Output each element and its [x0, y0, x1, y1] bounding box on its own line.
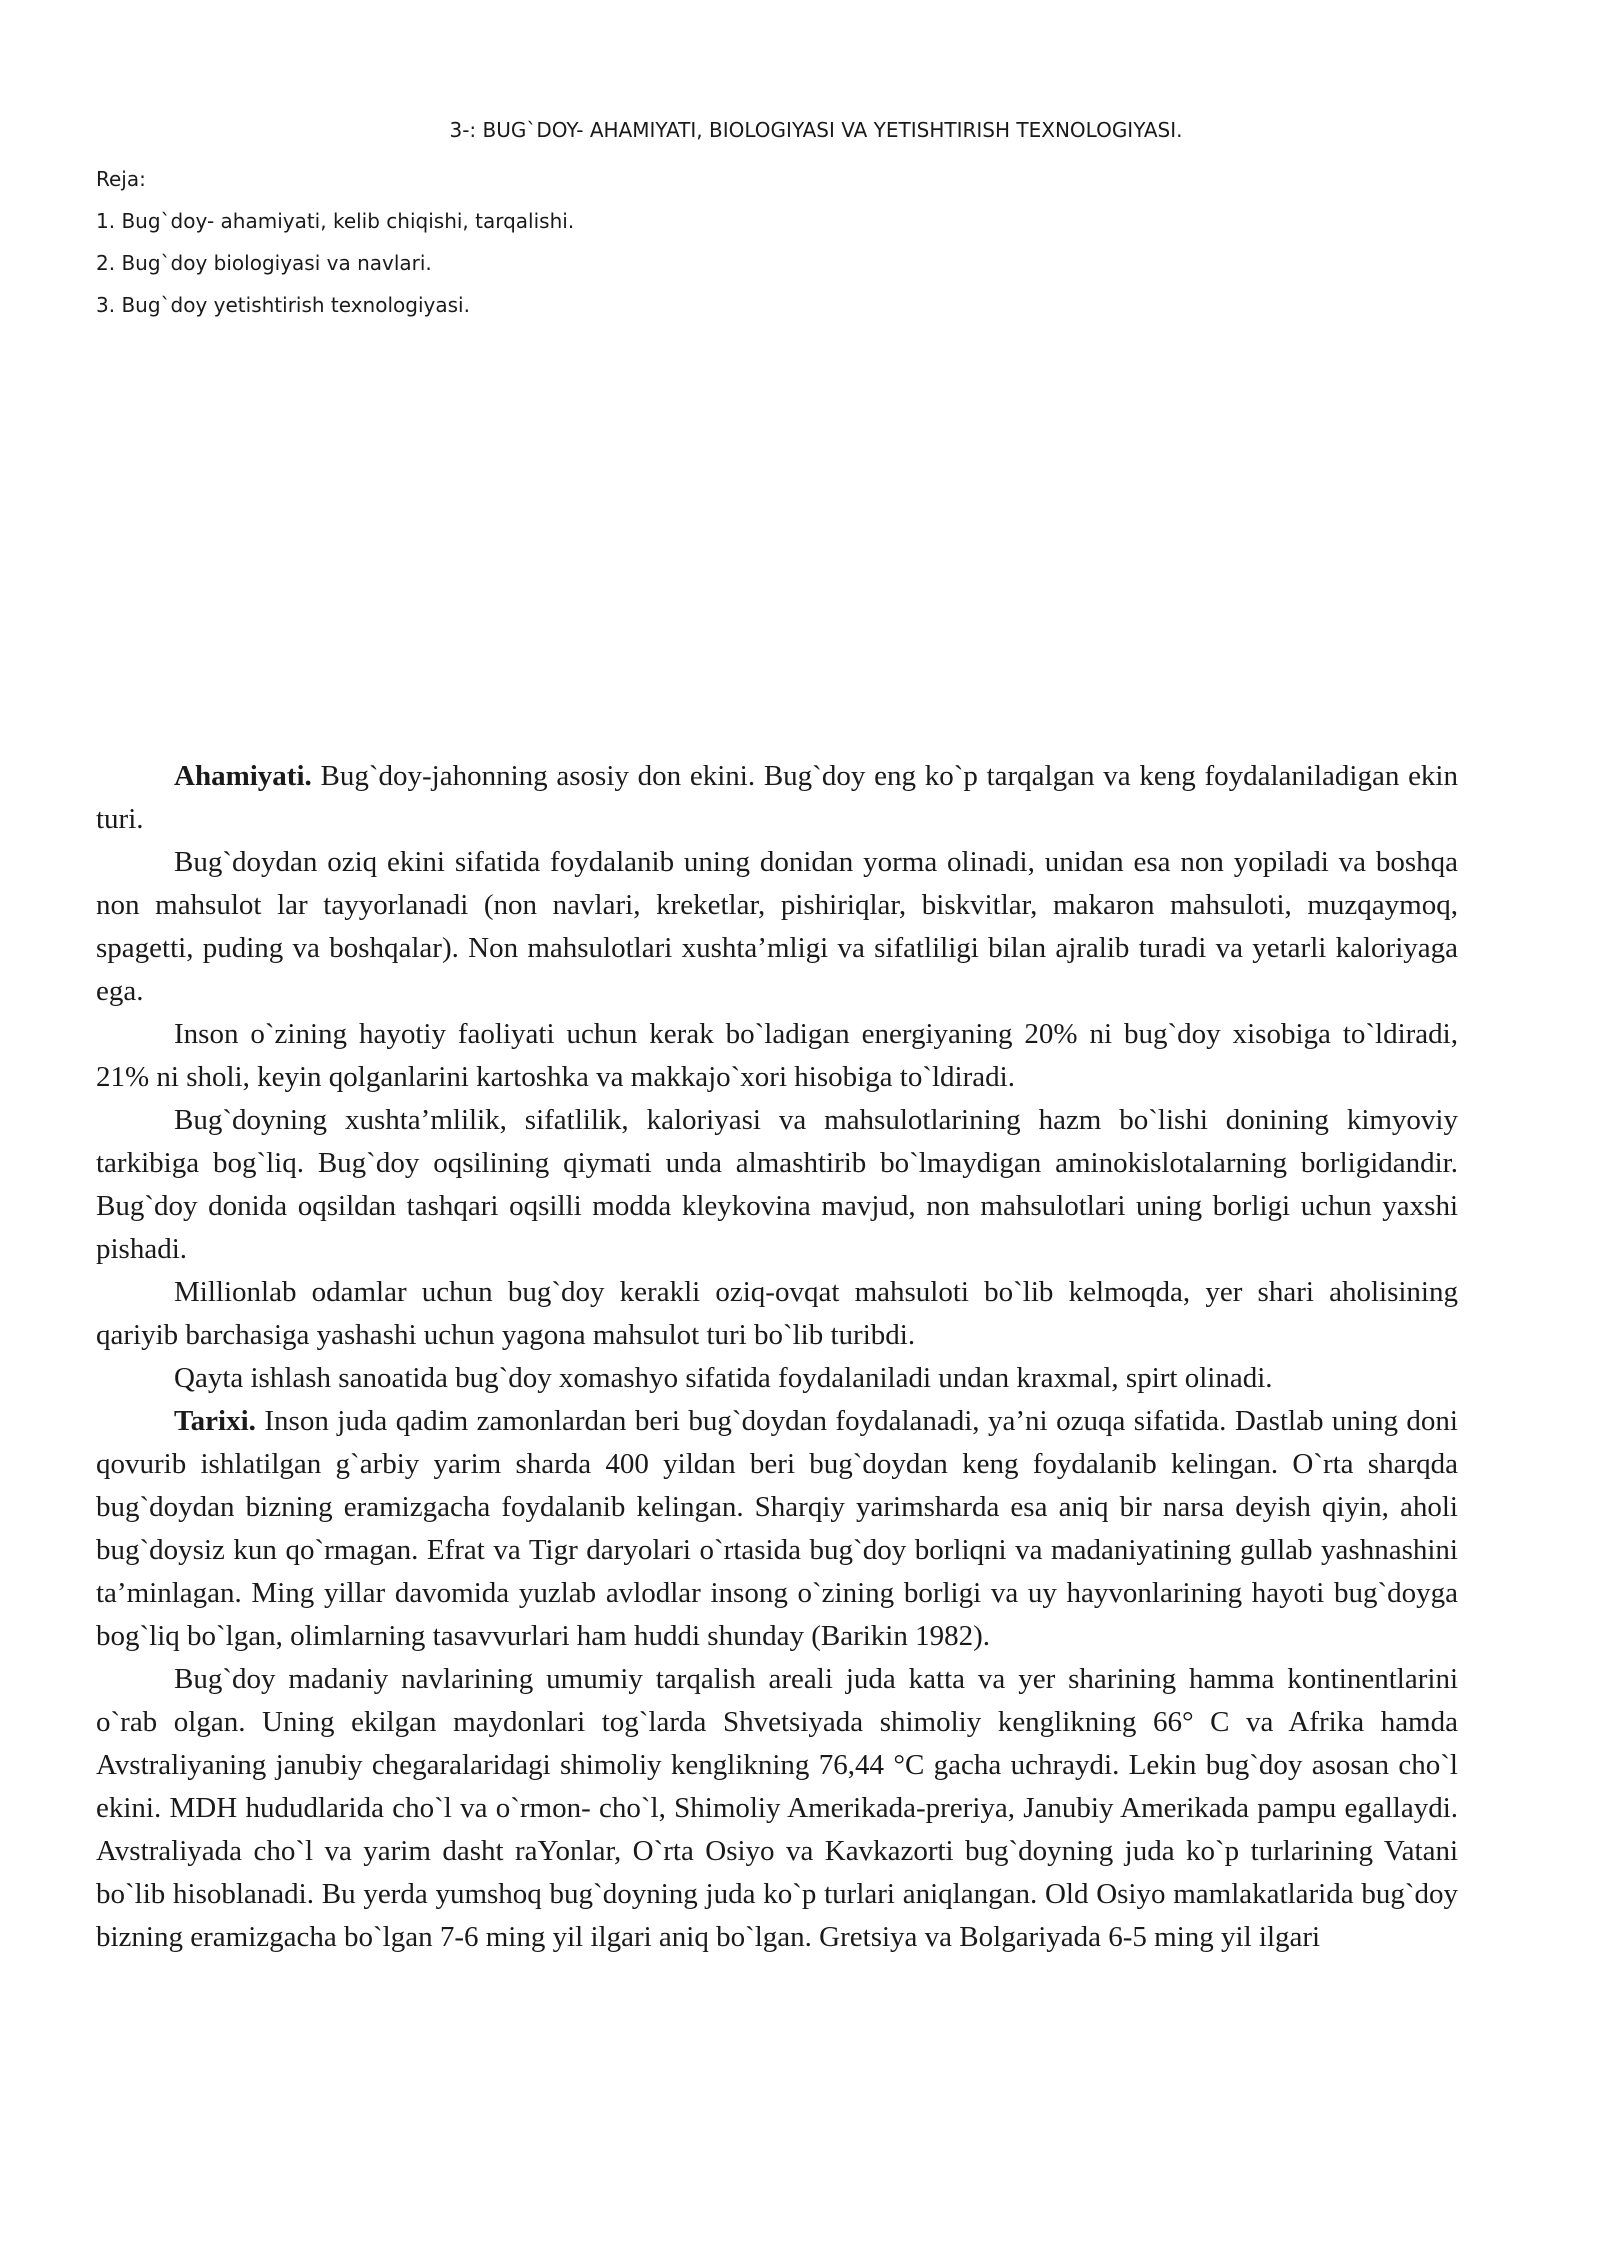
paragraph — [96, 841, 1458, 1013]
paragraph-text: Inson juda qadim zamonlardan beri bug`doydan foydalanadi, ya’ni ozuqa sifatida. Dastlab uning doni qovurib ishlatilgan g`arbiy yarim sharda 400 yildan beri bug`doydan keng foydalanib kelingan. O`rta sharqda bug`doydan bizning eramizgacha foydalanib kelingan. Sharqiy yarimsharda esa aniq bir narsa deyish qiyin, aholi bug`doysiz kun qo`rmagan. Efrat va Tigr daryolari o`rtasida bug`doy borliqni va madaniyatining gullab yashnashini ta’minlagan. Ming yillar davomida yuzlab avlodlar insong o`zining borligi va uy hayvonlarining hayoti bug`doyga bog`liq bo`lgan, olimlarning tasavvurlari ham huddi shunday (Barikin 1982). — [96, 1405, 1458, 1652]
plan-section — [96, 158, 996, 326]
paragraph — [96, 1013, 1458, 1099]
paragraph-text: Inson o`zining hayotiy faoliyati uchun kerak bo`ladigan energiyaning 20% ni bug`doy xisobiga to`ldiradi, 21% ni sholi, keyin qolganlarini kartoshka va makkajo`xori hisobiga to`ldiradi. — [96, 1018, 1458, 1093]
paragraph-lead: Ahamiyati. — [174, 760, 312, 792]
paragraph-text: Millionlab odamlar uchun bug`doy kerakli oziq-ovqat mahsuloti bo`lib kelmoqda, yer shari aholisining qariyib barchasiga yashashi uchun yagona mahsulot turi bo`lib turibdi. — [96, 1276, 1458, 1351]
paragraph — [96, 755, 1458, 841]
paragraph-text: Bug`doy-jahonning asosiy don ekini. Bug`doy eng ko`p tarqalgan va keng foydalaniladigan ekin turi. — [96, 760, 1458, 835]
document-title: 3-: BUG`DOY- AHAMIYATI, BIOLOGIYASI VA YETISHTIRISH TEXNOLOGIYASI. — [449, 118, 1183, 142]
paragraph-text: Bug`doydan oziq ekini sifatida foydalanib uning donidan yorma olinadi, unidan esa non yopiladi va boshqa non mahsulot lar tayyorlanadi (non navlari, kreketlar, pishiriqlar, biskvitlar, makaron mahsuloti, muzqaymoq, spagetti, puding va boshqalar). Non mahsulotlari xushta’mligi va sifatliligi bilan ajralib turadi va yetarli kaloriyaga ega. — [96, 846, 1458, 1007]
paragraph — [96, 1271, 1458, 1357]
paragraph-lead: Tarixi. — [174, 1405, 256, 1437]
paragraph — [96, 1357, 1458, 1400]
plan-item: 2. Bug`doy biologiyasi va navlari. — [96, 251, 432, 275]
paragraph — [96, 1658, 1458, 1959]
plan-label: Reja: — [96, 167, 146, 191]
plan-item: 3. Bug`doy yetishtirish texnologiyasi. — [96, 293, 470, 317]
paragraph — [96, 1099, 1458, 1271]
paragraph-text: Qayta ishlash sanoatida bug`doy xomashyo sifatida foydalaniladi undan kraxmal, spirt olinadi. — [174, 1362, 1273, 1394]
paragraph-text: Bug`doyning xushta’mlilik, sifatlilik, kaloriyasi va mahsulotlarining hazm bo`lishi donining kimyoviy tarkibiga bog`liq. Bug`doy oqsilining qiymati unda almashtirib bo`lmaydigan aminokislotalarning borligidandir. Bug`doy donida oqsildan tashqari oqsilli modda kleykovina mavjud, non mahsulotlari uning borligi uchun yaxshi pishadi. — [96, 1104, 1458, 1265]
plan-item: 1. Bug`doy- ahamiyati, kelib chiqishi, tarqalishi. — [96, 209, 575, 233]
paragraph-text: Bug`doy madaniy navlarining umumiy tarqalish areali juda katta va yer sharining hamma kontinentlarini o`rab olgan. Uning ekilgan maydonlari tog`larda Shvetsiyada shimoliy kenglikning 66° C va Afrika hamda Avstraliyaning janubiy chegaralaridagi shimoliy kenglikning 76,44 °C gacha uchraydi. Lekin bug`doy asosan cho`l ekini. MDH hududlarida cho`l va o`rmon- cho`l, Shimoliy Amerikada-preriya, Janubiy Amerikada pampu egallaydi. Avstraliyada cho`l va yarim dasht raYonlar, O`rta Osiyo va Kavkazorti bug`doyning juda ko`p turlarining Vatani bo`lib hisoblanadi. Bu yerda yumshoq bug`doyning juda ko`p turlari aniqlangan. Old Osiyo mamlakatlarida bug`doy bizning eramizgacha bo`lgan 7-6 ming yil ilgari aniq bo`lgan. Gretsiya va Bolgariyada 6-5 ming yil ilgari — [96, 1663, 1458, 1953]
body-text — [96, 755, 1458, 1959]
paragraph — [96, 1400, 1458, 1658]
